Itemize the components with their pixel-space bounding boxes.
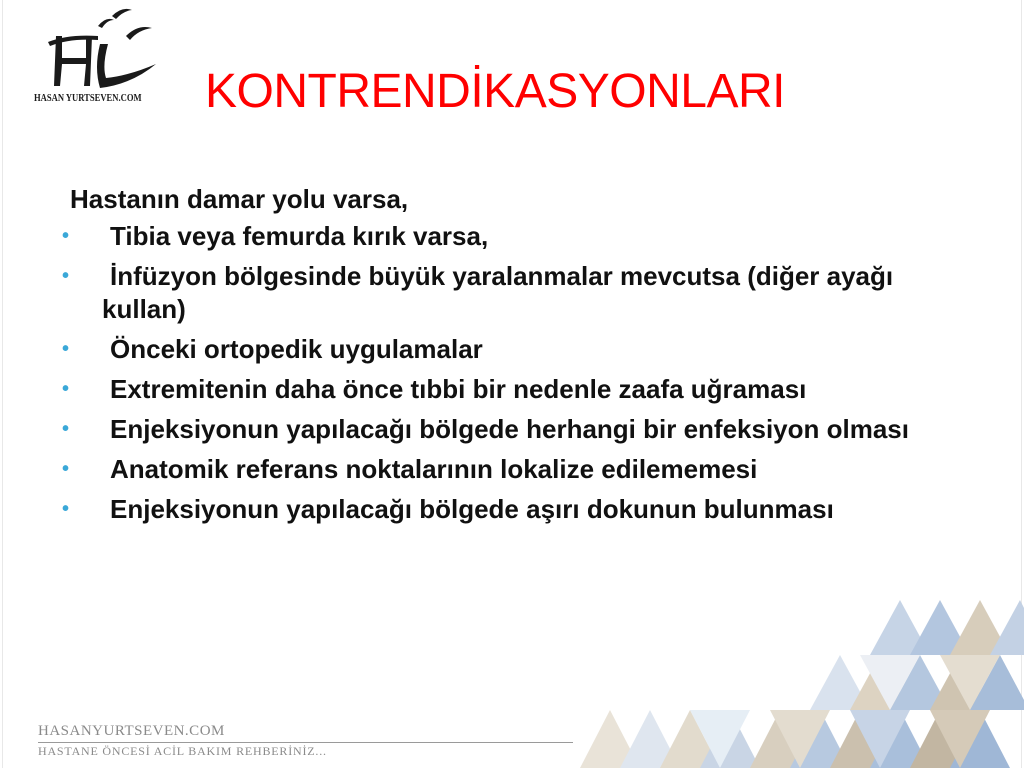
list-item: • Enjeksiyonun yapılacağı bölgede aşırı dokunun bulunması: [62, 494, 834, 524]
footer-divider: [38, 742, 573, 743]
logo-caption: HASAN YURTSEVEN.COM: [34, 92, 142, 104]
triangle-shape: [990, 600, 1024, 655]
list-item: • Extremitenin daha önce tıbbi bir nedenle zaafa uğraması: [62, 374, 807, 404]
list-item: • İnfüzyon bölgesinde büyük yaralanmalar mevcutsa (diğer ayağı kullan): [62, 261, 894, 324]
bird-monogram-logo-icon: [28, 6, 168, 96]
left-border-line: [2, 0, 3, 768]
bullet-dot-icon: •: [62, 338, 70, 360]
decorative-triangles: [560, 600, 1024, 768]
bullet-list: [62, 220, 962, 526]
bullet-dot-icon: •: [62, 378, 70, 400]
footer-site-name: HASANYURTSEVEN.COM: [38, 723, 225, 739]
list-item: • Anatomik referans noktalarının lokalize edilememesi: [62, 454, 758, 484]
bullet-dot-icon: •: [62, 498, 70, 520]
list-item: • Tibia veya femurda kırık varsa,: [62, 221, 489, 251]
bullet-dot-icon: •: [62, 418, 70, 440]
site-logo: [28, 6, 168, 106]
footer-subtitle: HASTANE ÖNCESİ ACİL BAKIM REHBERİNİZ...: [38, 744, 327, 758]
bullet-dot-icon: •: [62, 265, 70, 287]
bullet-dot-icon: •: [62, 458, 70, 480]
list-item: • Enjeksiyonun yapılacağı bölgede herhangi bir enfeksiyon olması: [62, 414, 909, 444]
slide-title: KONTRENDİKASYONLARI: [205, 65, 785, 118]
footer: [38, 722, 598, 758]
intro-text: Hastanın damar yolu varsa,: [70, 184, 409, 214]
bullet-dot-icon: •: [62, 225, 70, 247]
slide-content: [62, 182, 962, 533]
list-item: • Önceki ortopedik uygulamalar: [62, 334, 483, 364]
